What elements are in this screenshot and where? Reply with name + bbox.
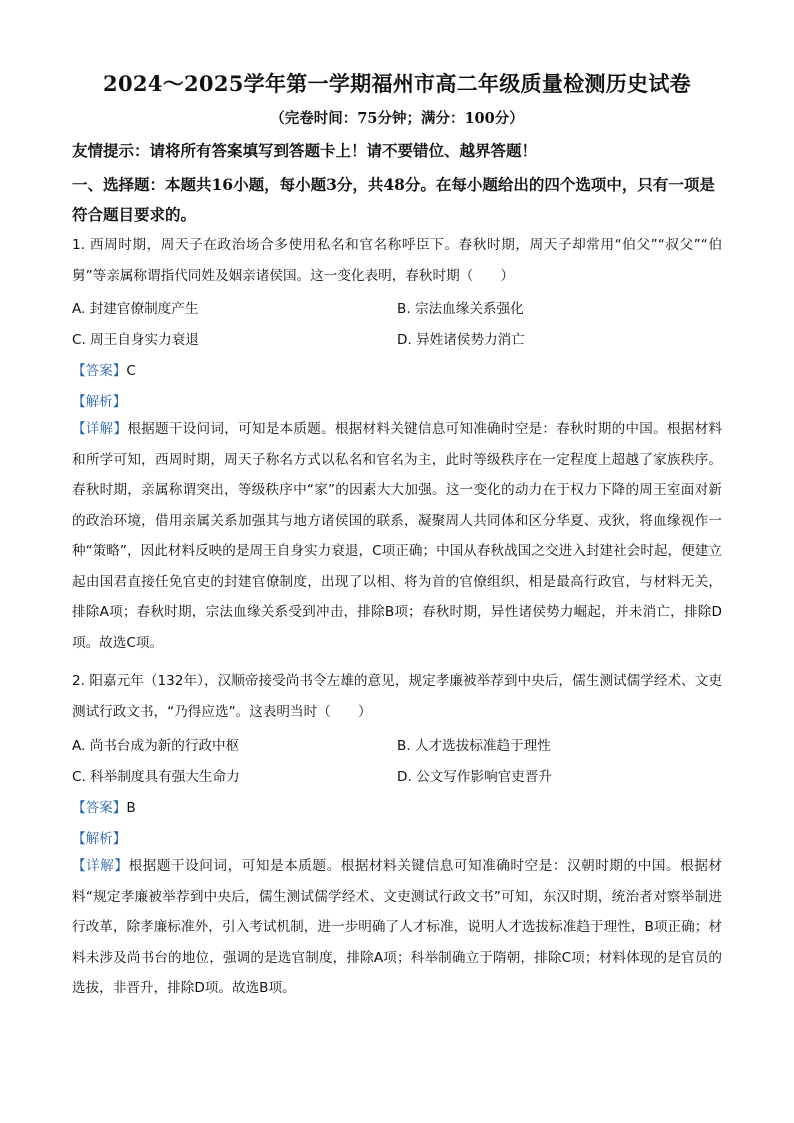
exam-time-note: （完卷时间：75分钟；满分：100分） bbox=[270, 110, 524, 127]
question-2-analysis-label: 【解析】 bbox=[72, 831, 127, 847]
question-2-option-b: B. 人才选拔标准趋于理性 bbox=[397, 738, 551, 754]
answer-value: B bbox=[126, 800, 136, 816]
section-heading: 一、选择题：本题共16小题，每小题3分，共48分。在每小题给出的四个选项中，只有一项是符合题目要求的。 bbox=[72, 175, 715, 224]
detail-text: 根据题干设问词，可知是本质题。根据材料关键信息可知准确时空是：汉朝时期的中国。根据材料“规定孝廉被举荐到中央后，儒生测试儒学经术、文吏测试行政文书”可知，东汉时期，统治者对察举制进行改革，除孝廉标准外，引入考试机制，进一步明确了人才标准，说明人才选拔标准趋于理性，B项正确；材料未涉及尚书台的地位，强调的是选官制度，排除A项；科举制确立于隋朝，排除C项；材料体现的是官员的选拔，非晋升，排除D项。故选B项。 bbox=[72, 858, 723, 996]
question-1-option-d: D. 异姓诸侯势力消亡 bbox=[397, 332, 525, 348]
question-1-option-b: B. 宗法血缘关系强化 bbox=[397, 301, 524, 317]
answer-value: C bbox=[126, 363, 136, 379]
question-2-detail bbox=[72, 851, 722, 1004]
answer-label: 【答案】 bbox=[72, 363, 127, 379]
question-2-option-c: C. 科举制度具有强大生命力 bbox=[72, 769, 240, 785]
friendly-tip: 友情提示：请将所有答案填写到答题卡上！请不要错位、越界答题！ bbox=[72, 141, 538, 160]
question-2-stem: 2. 阳嘉元年（132年），汉顺帝接受尚书令左雄的意见，规定孝廉被举荐到中央后，儒生测试儒学经术、文吏测试行政文书，“乃得应选”。这表明当时（ ） bbox=[72, 673, 722, 720]
detail-text: 根据题干设问词，可知是本质题。根据材料关键信息可知准确时空是：春秋时期的中国。根据材料和所学可知，西周时期，周天子称名方式以私名和官名为主，此时等级秩序在一定程度上超越了家族秩序。春秋时期，亲属称谓突出，等级秩序中“家”的因素大大加强。这一变化的动力在于权力下降的周王室面对新的政治环境，借用亲属关系加强其与地方诸侯国的联系，凝聚周人共同体和区分华夏、戎狄，将血缘视作一种“策略”，因此材料反映的是周王自身实力衰退，C项正确；中国从春秋战国之交进入封建社会时起，便建立起由国君直接任免官吏的封建官僚制度，出现了以相、将为首的官僚组织，相是最高行政官，与材料无关，排除A项；春秋时期，宗法血缘关系受到冲击，排除B项；春秋时期，异性诸侯势力崛起，并未消亡，排除D项。故选C项。 bbox=[72, 421, 723, 651]
page-title: 2024～2025学年第一学期福州市高二年级质量检测历史试卷 bbox=[103, 71, 691, 96]
detail-label: 【详解】 bbox=[72, 421, 128, 437]
question-2-answer bbox=[72, 796, 136, 816]
question-2-option-a: A. 尚书台成为新的行政中枢 bbox=[72, 738, 240, 754]
question-1-option-c: C. 周王自身实力衰退 bbox=[72, 332, 199, 348]
answer-label: 【答案】 bbox=[72, 800, 127, 816]
question-1-detail bbox=[72, 414, 722, 658]
question-1-option-a: A. 封建官僚制度产生 bbox=[72, 301, 199, 317]
question-1-answer bbox=[72, 359, 136, 379]
question-2-option-d: D. 公文写作影响官吏晋升 bbox=[397, 769, 553, 785]
detail-label: 【详解】 bbox=[72, 858, 129, 874]
question-1-stem: 1. 西周时期，周天子在政治场合多使用私名和官名称呼臣下。春秋时期，周天子却常用“伯父”“叔父”“伯舅”等亲属称谓指代同姓及姻亲诸侯国。这一变化表明，春秋时期（ ） bbox=[72, 237, 722, 284]
question-1-analysis-label: 【解析】 bbox=[72, 394, 127, 410]
